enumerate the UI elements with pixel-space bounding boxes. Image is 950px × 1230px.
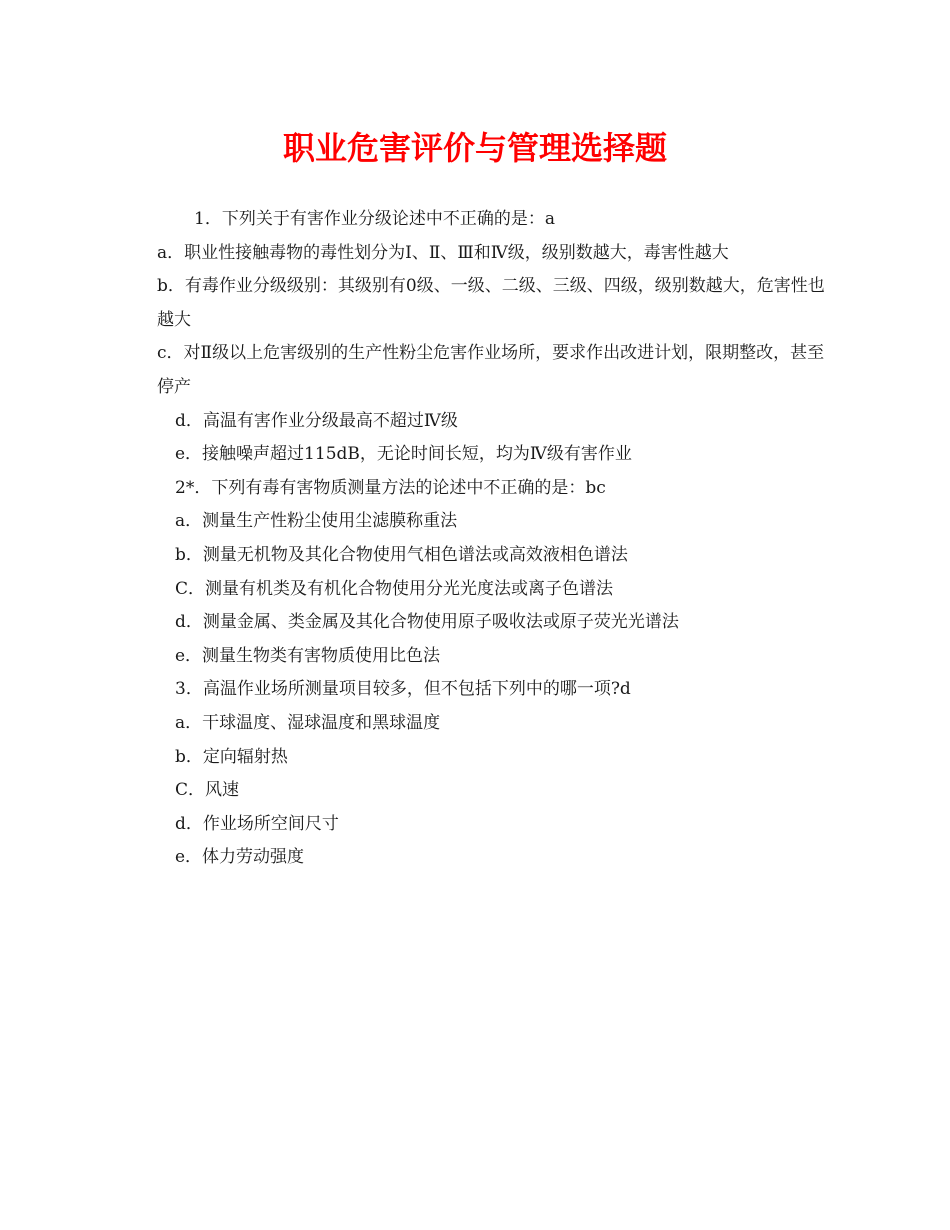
paragraph: d．高温有害作业分级最高不超过Ⅳ级 [175, 410, 458, 431]
paragraph: 1．下列关于有害作业分级论述中不正确的是：a [194, 209, 555, 229]
paragraph: e．接触噪声超过115dB，无论时间长短，均为Ⅳ级有害作业 [175, 444, 632, 465]
paragraph: a．干球温度、湿球温度和黑球温度 [175, 712, 441, 733]
paragraph: C．风速 [175, 780, 240, 801]
paragraph: 3．高温作业场所测量项目较多，但不包括下列中的哪一项?d [175, 679, 631, 700]
document-title: 职业危害评价与管理选择题 [282, 129, 667, 167]
paragraph: C．测量有机类及有机化合物使用分光光度法或离子色谱法 [175, 578, 614, 599]
paragraph: a．测量生产性粉尘使用尘滤膜称重法 [175, 511, 458, 532]
paragraph: d．测量金属、类金属及其化合物使用原子吸收法或原子荧光光谱法 [175, 612, 679, 633]
paragraph: d．作业场所空间尺寸 [175, 813, 339, 834]
paragraph: a．职业性接触毒物的毒性划分为Ⅰ、Ⅱ、Ⅲ和Ⅳ级，级别数越大，毒害性越大 [157, 242, 729, 263]
paragraph: c．对Ⅱ级以上危害级别的生产性粉尘危害作业场所，要求作出改进计划，限期整改，甚至停产 [157, 343, 825, 397]
document-body [142, 203, 832, 875]
paragraph: e．测量生物类有害物质使用比色法 [175, 645, 441, 666]
paragraph: b．定向辐射热 [175, 746, 288, 767]
paragraph: b．有毒作业分级级别：其级别有0级、一级、二级、三级、四级，级别数越大，危害性也越大 [157, 276, 825, 330]
paragraph: 2*．下列有毒有害物质测量方法的论述中不正确的是：bc [175, 477, 606, 498]
paragraph: b．测量无机物及其化合物使用气相色谱法或高效液相色谱法 [175, 544, 628, 565]
paragraph: e．体力劳动强度 [175, 847, 305, 868]
